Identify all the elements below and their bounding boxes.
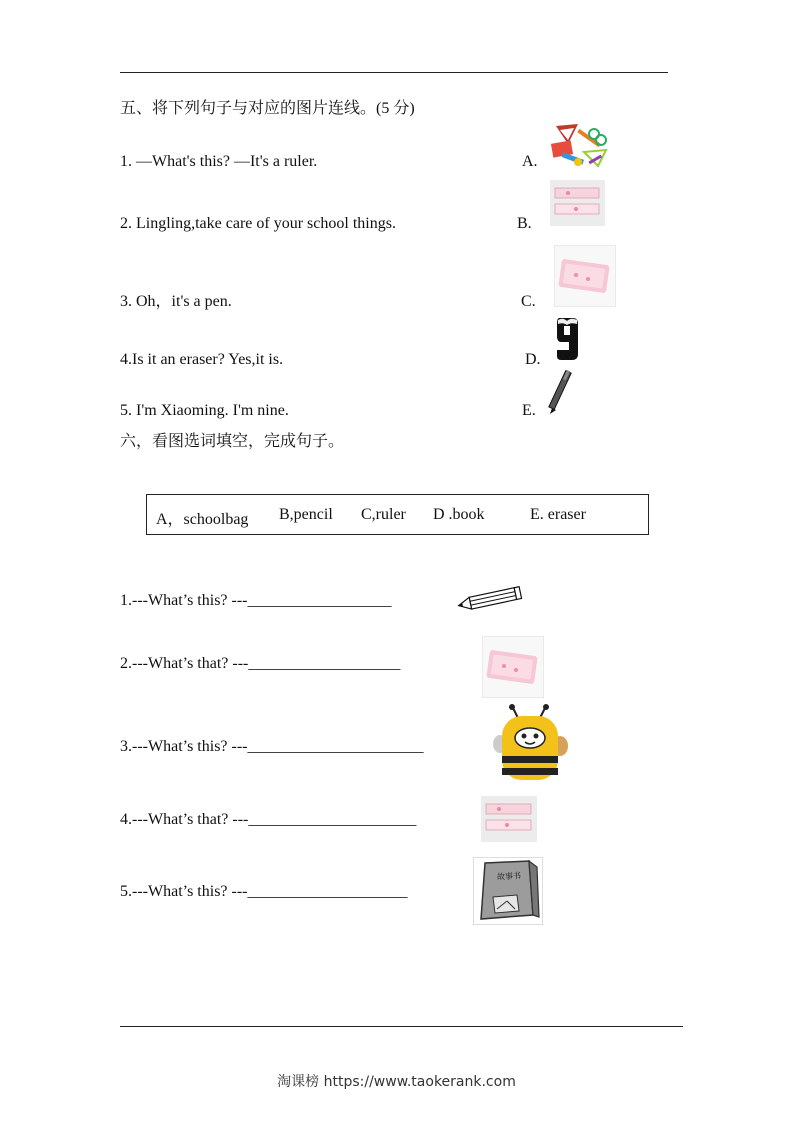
section5-item-4: 4.Is it an eraser? Yes,it is. — [120, 351, 284, 368]
eraser-icon — [554, 245, 616, 307]
question-1: 1.---What’s this? ---__________________ — [120, 592, 392, 609]
question-2: 2.---What’s that? ---___________________ — [120, 655, 401, 672]
section5-item-3: 3. Oh，it's a pen. — [120, 293, 232, 310]
bee-schoolbag-icon — [492, 704, 572, 784]
section5-letter-a: A. — [522, 153, 538, 170]
section5-letter-b: B. — [517, 215, 532, 232]
question-4: 4.---What’s that? ---_____________________ — [120, 811, 417, 828]
word-option-e: E. eraser — [530, 506, 586, 523]
number-nine-icon — [555, 316, 579, 362]
word-option-b: B,pencil — [279, 506, 333, 523]
section5-letter-c: C. — [521, 293, 536, 310]
question-5: 5.---What’s this? ---____________________ — [120, 883, 408, 900]
section5-item-2: 2. Lingling,take care of your school things. — [120, 215, 396, 232]
section5-item-5: 5. I'm Xiaoming. I'm nine. — [120, 402, 289, 419]
top-rule — [120, 72, 668, 73]
pen-icon — [546, 368, 576, 420]
section6-title: 六，看图选词填空，完成句子。 — [120, 433, 345, 450]
word-option-c: C,ruler — [361, 506, 406, 523]
word-box — [146, 494, 649, 535]
eraser-icon — [482, 636, 544, 698]
word-option-a: A，schoolbag — [156, 511, 249, 528]
section5-letter-e: E. — [522, 402, 536, 419]
storybook-icon — [473, 857, 543, 925]
pencil-case-icon — [481, 796, 537, 842]
section5-title: 五、将下列句子与对应的图片连线。(5 分) — [120, 100, 415, 117]
question-3: 3.---What’s this? ---______________________ — [120, 738, 424, 755]
footer-watermark: 淘课榜 https://www.taokerank.com — [277, 1074, 516, 1090]
bottom-rule — [120, 1026, 683, 1027]
word-option-d: D .book — [433, 506, 485, 523]
pencil-icon — [456, 586, 524, 612]
book-cover-text: 故事书 — [496, 871, 522, 882]
section5-letter-d: D. — [525, 351, 541, 368]
pencil-case-icon — [550, 180, 605, 226]
school-supplies-icon — [548, 122, 610, 172]
section5-item-1: 1. —What's this? —It's a ruler. — [120, 153, 318, 170]
